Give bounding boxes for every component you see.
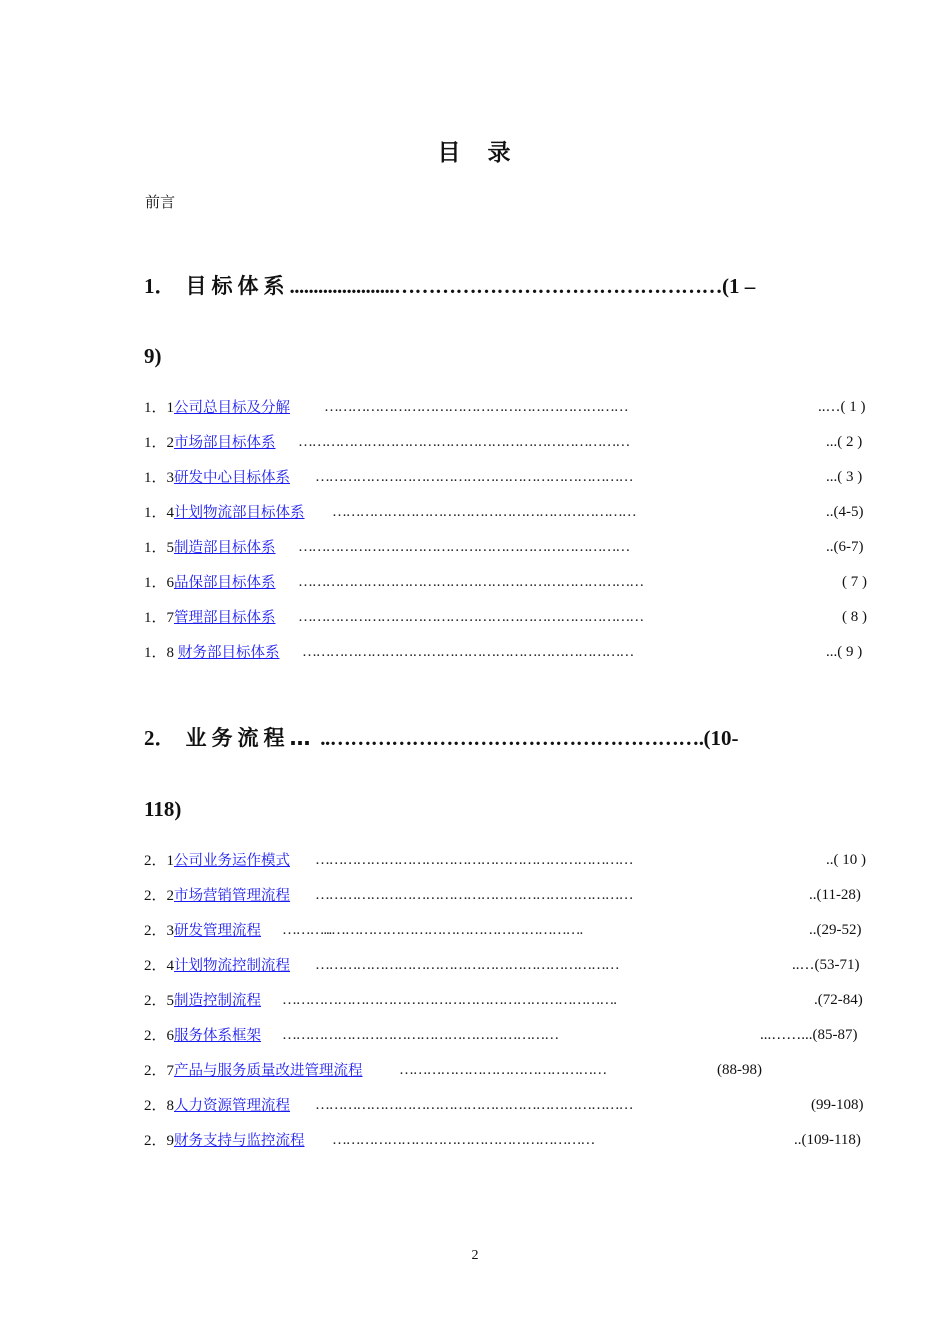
toc-entry-1-7 <box>144 605 867 629</box>
leader-dots: ……………………………………… <box>399 1062 607 1078</box>
leader-dots: ………...………………………………………………. <box>282 922 583 938</box>
entry-pages: ..(4-5) <box>826 504 864 520</box>
toc-entry-2-3 <box>144 918 862 942</box>
entry-pages: ..(29-52) <box>809 922 862 938</box>
toc-entry-2-5 <box>144 988 863 1012</box>
toc-link-marketing-process[interactable]: 市场营销管理流程 <box>174 888 291 904</box>
entry-pages: (88-98) <box>717 1062 762 1078</box>
entry-pages: ...……...(85-87) <box>760 1027 858 1043</box>
toc-entry-1-4 <box>144 500 864 524</box>
page-number: 2 <box>471 1248 479 1263</box>
section-heading-1 <box>144 270 814 300</box>
toc-entry-2-9 <box>144 1128 861 1152</box>
toc-link-planning-logistics-process[interactable]: 计划物流控制流程 <box>174 958 291 974</box>
entry-pages: ..(6-7) <box>826 539 864 555</box>
section-pages-continued-2: 118) <box>144 797 182 821</box>
entry-pages: ..…( 1 ) <box>818 399 866 415</box>
toc-entry-2-6 <box>144 1023 858 1047</box>
toc-entry-1-5 <box>144 535 864 559</box>
entry-number: 2．8 <box>144 1098 175 1114</box>
entry-pages: ..(109-118) <box>794 1132 861 1148</box>
toc-entry-1-2 <box>144 430 863 454</box>
leader-dots: …………………………………………………………… <box>315 887 633 903</box>
entry-number: 2．7 <box>144 1063 175 1079</box>
section-title: 目标体系 <box>185 274 290 298</box>
toc-entry-1-1 <box>144 395 866 419</box>
toc-entry-1-6 <box>144 570 867 594</box>
toc-link-rd-process[interactable]: 研发管理流程 <box>174 923 262 939</box>
entry-pages: ...( 2 ) <box>826 434 863 450</box>
entry-number: 2．9 <box>144 1133 175 1149</box>
entry-pages: (99-108) <box>811 1097 864 1113</box>
leader-dots: ……………………………………………………………… <box>302 644 634 660</box>
entry-pages: ..(11-28) <box>809 887 861 903</box>
entry-pages: ...( 9 ) <box>826 644 863 660</box>
toc-entry-2-4 <box>144 953 860 977</box>
toc-entry-2-8 <box>144 1093 864 1117</box>
entry-number: 2．6 <box>144 1028 175 1044</box>
section-number: 2． <box>144 726 176 750</box>
leader-dots: ……………………………………………………………… <box>298 434 630 450</box>
toc-entry-2-2 <box>144 883 861 907</box>
entry-number: 2．2 <box>144 888 175 904</box>
section-pages-continued-1: 9) <box>144 344 162 368</box>
toc-link-manufacturing-process[interactable]: 制造控制流程 <box>174 993 262 1009</box>
section-leader-dots: ..………………………………………………. <box>315 726 704 750</box>
entry-pages: ...( 3 ) <box>826 469 863 485</box>
entry-number: 2．3 <box>144 923 175 939</box>
leader-dots: …………………………………………………………… <box>315 852 633 868</box>
entry-pages: ( 8 ) <box>842 609 867 625</box>
toc-link-quality-dept[interactable]: 品保部目标体系 <box>174 575 276 591</box>
entry-number: 2．1 <box>144 853 175 869</box>
entry-number: 1．8 <box>144 645 175 661</box>
leader-dots: ………………………………………………………………. <box>282 992 616 1008</box>
entry-number: 1．3 <box>144 470 175 486</box>
toc-link-finance-process[interactable]: 财务支持与监控流程 <box>174 1133 305 1149</box>
toc-link-quality-improvement[interactable]: 产品与服务质量改进管理流程 <box>174 1063 363 1079</box>
entry-pages: ( 7 ) <box>842 574 867 590</box>
entry-number: 1．4 <box>144 505 175 521</box>
leader-dots: ………………………………………………………… <box>324 399 628 415</box>
toc-entry-1-3 <box>144 465 863 489</box>
section-pages: (10- <box>703 726 739 750</box>
page-title: 目 录 <box>437 140 513 166</box>
entry-pages: ..( 10 ) <box>826 852 866 868</box>
leader-dots: …………………………………………………… <box>282 1027 559 1043</box>
leader-dots: ………………………………………………………………… <box>298 609 644 625</box>
toc-entry-2-7 <box>144 1058 762 1082</box>
section-heading-2 <box>144 722 814 752</box>
toc-link-business-model[interactable]: 公司业务运作模式 <box>174 853 291 869</box>
toc-entry-2-1 <box>144 848 866 872</box>
toc-link-manufacturing-dept[interactable]: 制造部目标体系 <box>174 540 276 556</box>
section-title: 业务流程… <box>185 726 316 750</box>
leader-dots: …………………………………………………………… <box>315 469 633 485</box>
toc-entry-1-8 <box>144 640 863 664</box>
toc-link-finance-dept[interactable]: 财务部目标体系 <box>178 645 280 661</box>
entry-pages: .(72-84) <box>814 992 863 1008</box>
leader-dots: ………………………………………………………… <box>332 504 636 520</box>
leader-dots: ………………………………………………………………… <box>298 574 644 590</box>
section-number: 1． <box>144 274 176 298</box>
entry-number: 1．7 <box>144 610 175 626</box>
section-pages: (1 – <box>722 274 756 298</box>
toc-link-hr-process[interactable]: 人力资源管理流程 <box>174 1098 291 1114</box>
toc-link-rd-center[interactable]: 研发中心目标体系 <box>174 470 291 486</box>
leader-dots: ………………………………………………… <box>332 1132 595 1148</box>
leader-dots: …………………………………………………………… <box>315 1097 633 1113</box>
entry-number: 1．2 <box>144 435 175 451</box>
leader-dots: ………………………………………………………… <box>315 957 619 973</box>
entry-number: 1．5 <box>144 540 175 556</box>
toc-link-company-goal[interactable]: 公司总目标及分解 <box>174 400 291 416</box>
toc-link-marketing-dept[interactable]: 市场部目标体系 <box>174 435 276 451</box>
section-leader-dots: ......................………………………………………… <box>289 274 722 298</box>
toc-link-management-dept[interactable]: 管理部目标体系 <box>174 610 276 626</box>
leader-dots: ……………………………………………………………… <box>298 539 630 555</box>
preface-label: 前言 <box>145 193 176 211</box>
entry-number: 2．4 <box>144 958 175 974</box>
entry-number: 1．1 <box>144 400 175 416</box>
toc-link-planning-logistics[interactable]: 计划物流部目标体系 <box>174 505 305 521</box>
entry-pages: ..…(53-71) <box>792 957 860 973</box>
toc-link-service-framework[interactable]: 服务体系框架 <box>174 1028 262 1044</box>
entry-number: 2．5 <box>144 993 175 1009</box>
entry-number: 1．6 <box>144 575 175 591</box>
